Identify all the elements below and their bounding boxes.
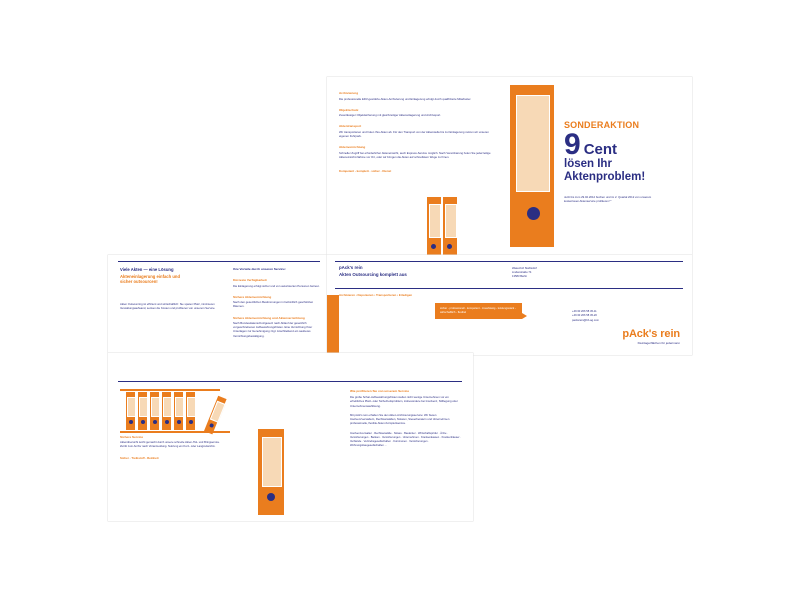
back-block-aktentransport [339, 124, 494, 138]
shelf-top-rail [120, 389, 220, 391]
folder-ring-hole [527, 207, 540, 220]
left-flap-lead [120, 267, 220, 284]
address-company: Wasenhof Stahlsdorf [512, 267, 537, 270]
folder-ring-hole [447, 244, 452, 249]
cover-contact [572, 310, 599, 323]
cover-title [339, 265, 509, 277]
folder-label [429, 204, 441, 238]
cover-title-line-1: pAck's rein [339, 265, 363, 270]
lead-line-1: Viele Akten — eine Lösung [120, 267, 174, 272]
folder-label [175, 397, 184, 417]
back-block-archivierung [339, 91, 494, 101]
divider-cover-top [335, 261, 683, 262]
benefit-heading: Sichere Aktenvernichtung [233, 294, 272, 299]
folder-ring-hole [431, 244, 436, 249]
shelf-folder-6 [186, 392, 195, 430]
benefit-heading: Ihre Vorteile durch unseren Service: [233, 267, 286, 271]
benefit-item-1 [233, 278, 321, 288]
contact-fax: +49 30 206 58 45-20 [572, 314, 597, 318]
bottom-left-kicker: Sicher - Treibstoff - Reinheit [120, 455, 159, 460]
promo-price-row [564, 128, 682, 161]
benefit-text: Nach den gesetzlichen Bestimmungen in behördlich geschützten Räumen. [233, 300, 314, 309]
divider-bottom-top [118, 381, 462, 382]
shelf-folder-3 [150, 392, 159, 430]
shelf-folder-tilted [204, 396, 227, 435]
benefit-item-2 [233, 295, 321, 309]
back-block-heading: Aktentransport [339, 124, 362, 129]
benefit-text: Nach Bundesdatenschutzgesetz nach Ablauf der gesetzlich vorgeschriebenen Aufbewahrungsfristen. Eine Vernichtung Ihrer Unterlagen zur Genehmigung zzgl. Anschließend ein sauberes Vernichtungsbestätigung. [233, 321, 313, 338]
logo-tagline: Kleinlagerflächen für jedermann [637, 341, 680, 345]
folder-illustration-standing [258, 429, 284, 515]
folder-ring-hole [129, 420, 133, 424]
folder-ring-hole [209, 423, 214, 428]
folder-ring-hole [189, 420, 193, 424]
cover-logo [622, 328, 680, 345]
contact-email[interactable]: packsrein@bh-ag.com [572, 318, 599, 322]
promo-note: Jetzt bis zum 29.02.2012 buchen und im 2. Quartal 2012 von unserem kostenlosen Aktenservice profitieren! * [564, 195, 652, 204]
folder-illustration-large [510, 85, 554, 247]
folder-label [163, 397, 172, 417]
shelf-folder-2 [138, 392, 147, 430]
address-street: Lindenstraße 74 [512, 271, 532, 275]
back-block-aktenvernichtung [339, 145, 494, 159]
shelf-folder-1 [126, 392, 135, 430]
benefit-heading: Kürzeste Verfügbarkeit [233, 278, 267, 282]
back-block-heading: Objektschutz [339, 107, 359, 112]
logo-wordmark-text: pAck's rein [622, 328, 680, 340]
cover-subtitle: Archivieren • Deponieren • Transportieren • Erledigen [339, 293, 413, 297]
shelf-folder-4 [162, 392, 171, 430]
brochure-bottom-sheet [108, 353, 473, 521]
promo-line-3: Aktenproblem! [564, 170, 646, 183]
divider-top [118, 261, 320, 262]
cover-callout-text: sicher - professionell - kompetent - zuverlässig - leistungsstark - wirtschaftlich - flexibel [440, 307, 516, 315]
cover-address [512, 267, 537, 280]
folder-illustration-small-1 [427, 197, 441, 257]
benefit-intro [233, 267, 321, 271]
promo-block [564, 120, 682, 204]
folder-ring-hole [141, 420, 145, 424]
benefit-text: Die Einlagerung erfolgt sicher und von autorisierten Personen betreut. [233, 283, 320, 288]
bottom-right-paragraph-2: Mit pAck's rein erhalten Sie den Akten-Archivierungsservice: Wir bieten Insolvenzverwaltern, Rechtsanwälten, Notaren, Steuerberatern und Unternehmen professionelle, flexible Akten-Komplettservice. [350, 413, 450, 426]
back-block-text: Zuverlässiger Objektsicherung mit gleichzeitiger Aktenanlagerung und Archivsport. [339, 113, 441, 118]
contact-phone[interactable]: +49 30 206 58 45-11 [572, 310, 597, 313]
folder-label [516, 95, 550, 192]
back-block-objektschutz [339, 108, 494, 118]
cover-title-line-2: Akten Outsourcing komplett aus [339, 272, 407, 277]
folder-label [262, 437, 282, 487]
logo-wordmark [622, 328, 680, 340]
folder-label [127, 397, 136, 417]
promo-kicker: SONDERAKTION [564, 120, 640, 130]
bottom-right-text [350, 389, 462, 449]
bottom-left-text [120, 435, 220, 460]
folder-label [445, 204, 457, 238]
bottom-right-paragraph-1: Die große Schar-Aufbewahrungsfristen stellen nicht wenige Unternehmen vor ein erhebliches Platz- oder Sicherheitsproblem, insbesondere bei Insolvenz, Stilllegung oder Unternehmensauflösung. [350, 396, 458, 408]
brochure-cover-panel [327, 255, 692, 355]
folder-label [210, 401, 226, 423]
folder-ring-hole [267, 493, 275, 501]
promo-price-number: 9 [564, 128, 581, 161]
divider-cover-mid [335, 288, 683, 289]
folder-illustration-small-2 [443, 197, 457, 257]
left-flap-benefits-column [233, 267, 321, 345]
folder-ring-hole [177, 420, 181, 424]
callout-pointer-icon [522, 313, 527, 319]
address-city: 13583 Berlin [512, 275, 528, 279]
bottom-left-paragraph: Aktenübersicht leicht gemacht durch unsere schnelle Akten-Hol- und Bringservice. Zutritt zum Archiv nach Voranmeldung. Nutzung ein Kurz- oder Langzeitarchiv. [120, 441, 220, 449]
folder-ring-hole [153, 420, 157, 424]
brochure-left-flap [108, 255, 330, 355]
back-block-text: Die professionelle EDV-gestützte Akten-Archivierung und Einlagerung erfolgt durch qualifizierte Mitarbeiter. [339, 96, 472, 101]
folder-ring-hole [165, 420, 169, 424]
benefit-heading: Sichere Aktenvernichtung und Aktenvernichtung [233, 315, 305, 320]
shelf-folder-5 [174, 392, 183, 430]
cover-spine-accent [327, 295, 339, 355]
promo-line-2: lösen Ihr [564, 158, 612, 170]
lead-line-3: sicher outsourcen! [120, 279, 158, 284]
cover-callout-box [435, 303, 522, 319]
back-block-text: Schneller Zugriff bei erforderlicher Akteneinsicht, auch Express-Service möglich. Nach Vereinbarung holen Sie jederzeitige Akteneinsicht-Nahme vor Ort, oder wir bringen die Akten auf schnellstem Wege zu Ihnen. [339, 150, 491, 159]
left-flap-paragraph: Akten Outsourcing ist effizient und wirtschaftlich: Sie sparen Platz, minimieren Verwaltungsaufwand, senken die Kosten und profitieren von unserem Service. [120, 303, 216, 311]
folder-label [139, 397, 148, 417]
bottom-left-heading: Sichere Service [120, 435, 144, 439]
benefit-item-3 [233, 316, 321, 338]
folder-label [151, 397, 160, 417]
folder-shelf-illustration [120, 389, 240, 435]
bottom-right-heading: Wie profitieren Sie von unserem Service [350, 389, 410, 393]
back-panel-text-column [339, 91, 494, 173]
promo-price-unit: Cent [583, 141, 618, 158]
back-block-heading: Archivierung [339, 91, 359, 95]
back-block-heading: Aktenvernichtung [339, 145, 366, 150]
back-tagline: Kompetent - komplett - sicher - Dienst [339, 169, 392, 174]
back-block-text: Wir transportieren und holen Ihre Akten ab. Für den Transport von der Aktenstelle bis zur Einlagerung nutzen wir unseren eigenen Fuhrpark. [339, 129, 489, 139]
folder-label [187, 397, 196, 417]
bottom-right-branch-list: Insolvenzverwalter · Rechtsanwälte · Notare · Bauämter · Wirtschaftsprüfer · Ärzte · Versicherungen · Banken · Versicherungen · Unternehmen · Krankenkassen · Krankenhäuser · Verbände · Vertriebsgesellschaften · Kommunen · Versicherungen · Wohnungsbaugesellschaften ... [350, 431, 462, 448]
lead-line-2: Akteneinlagerung einfach und [120, 274, 181, 279]
